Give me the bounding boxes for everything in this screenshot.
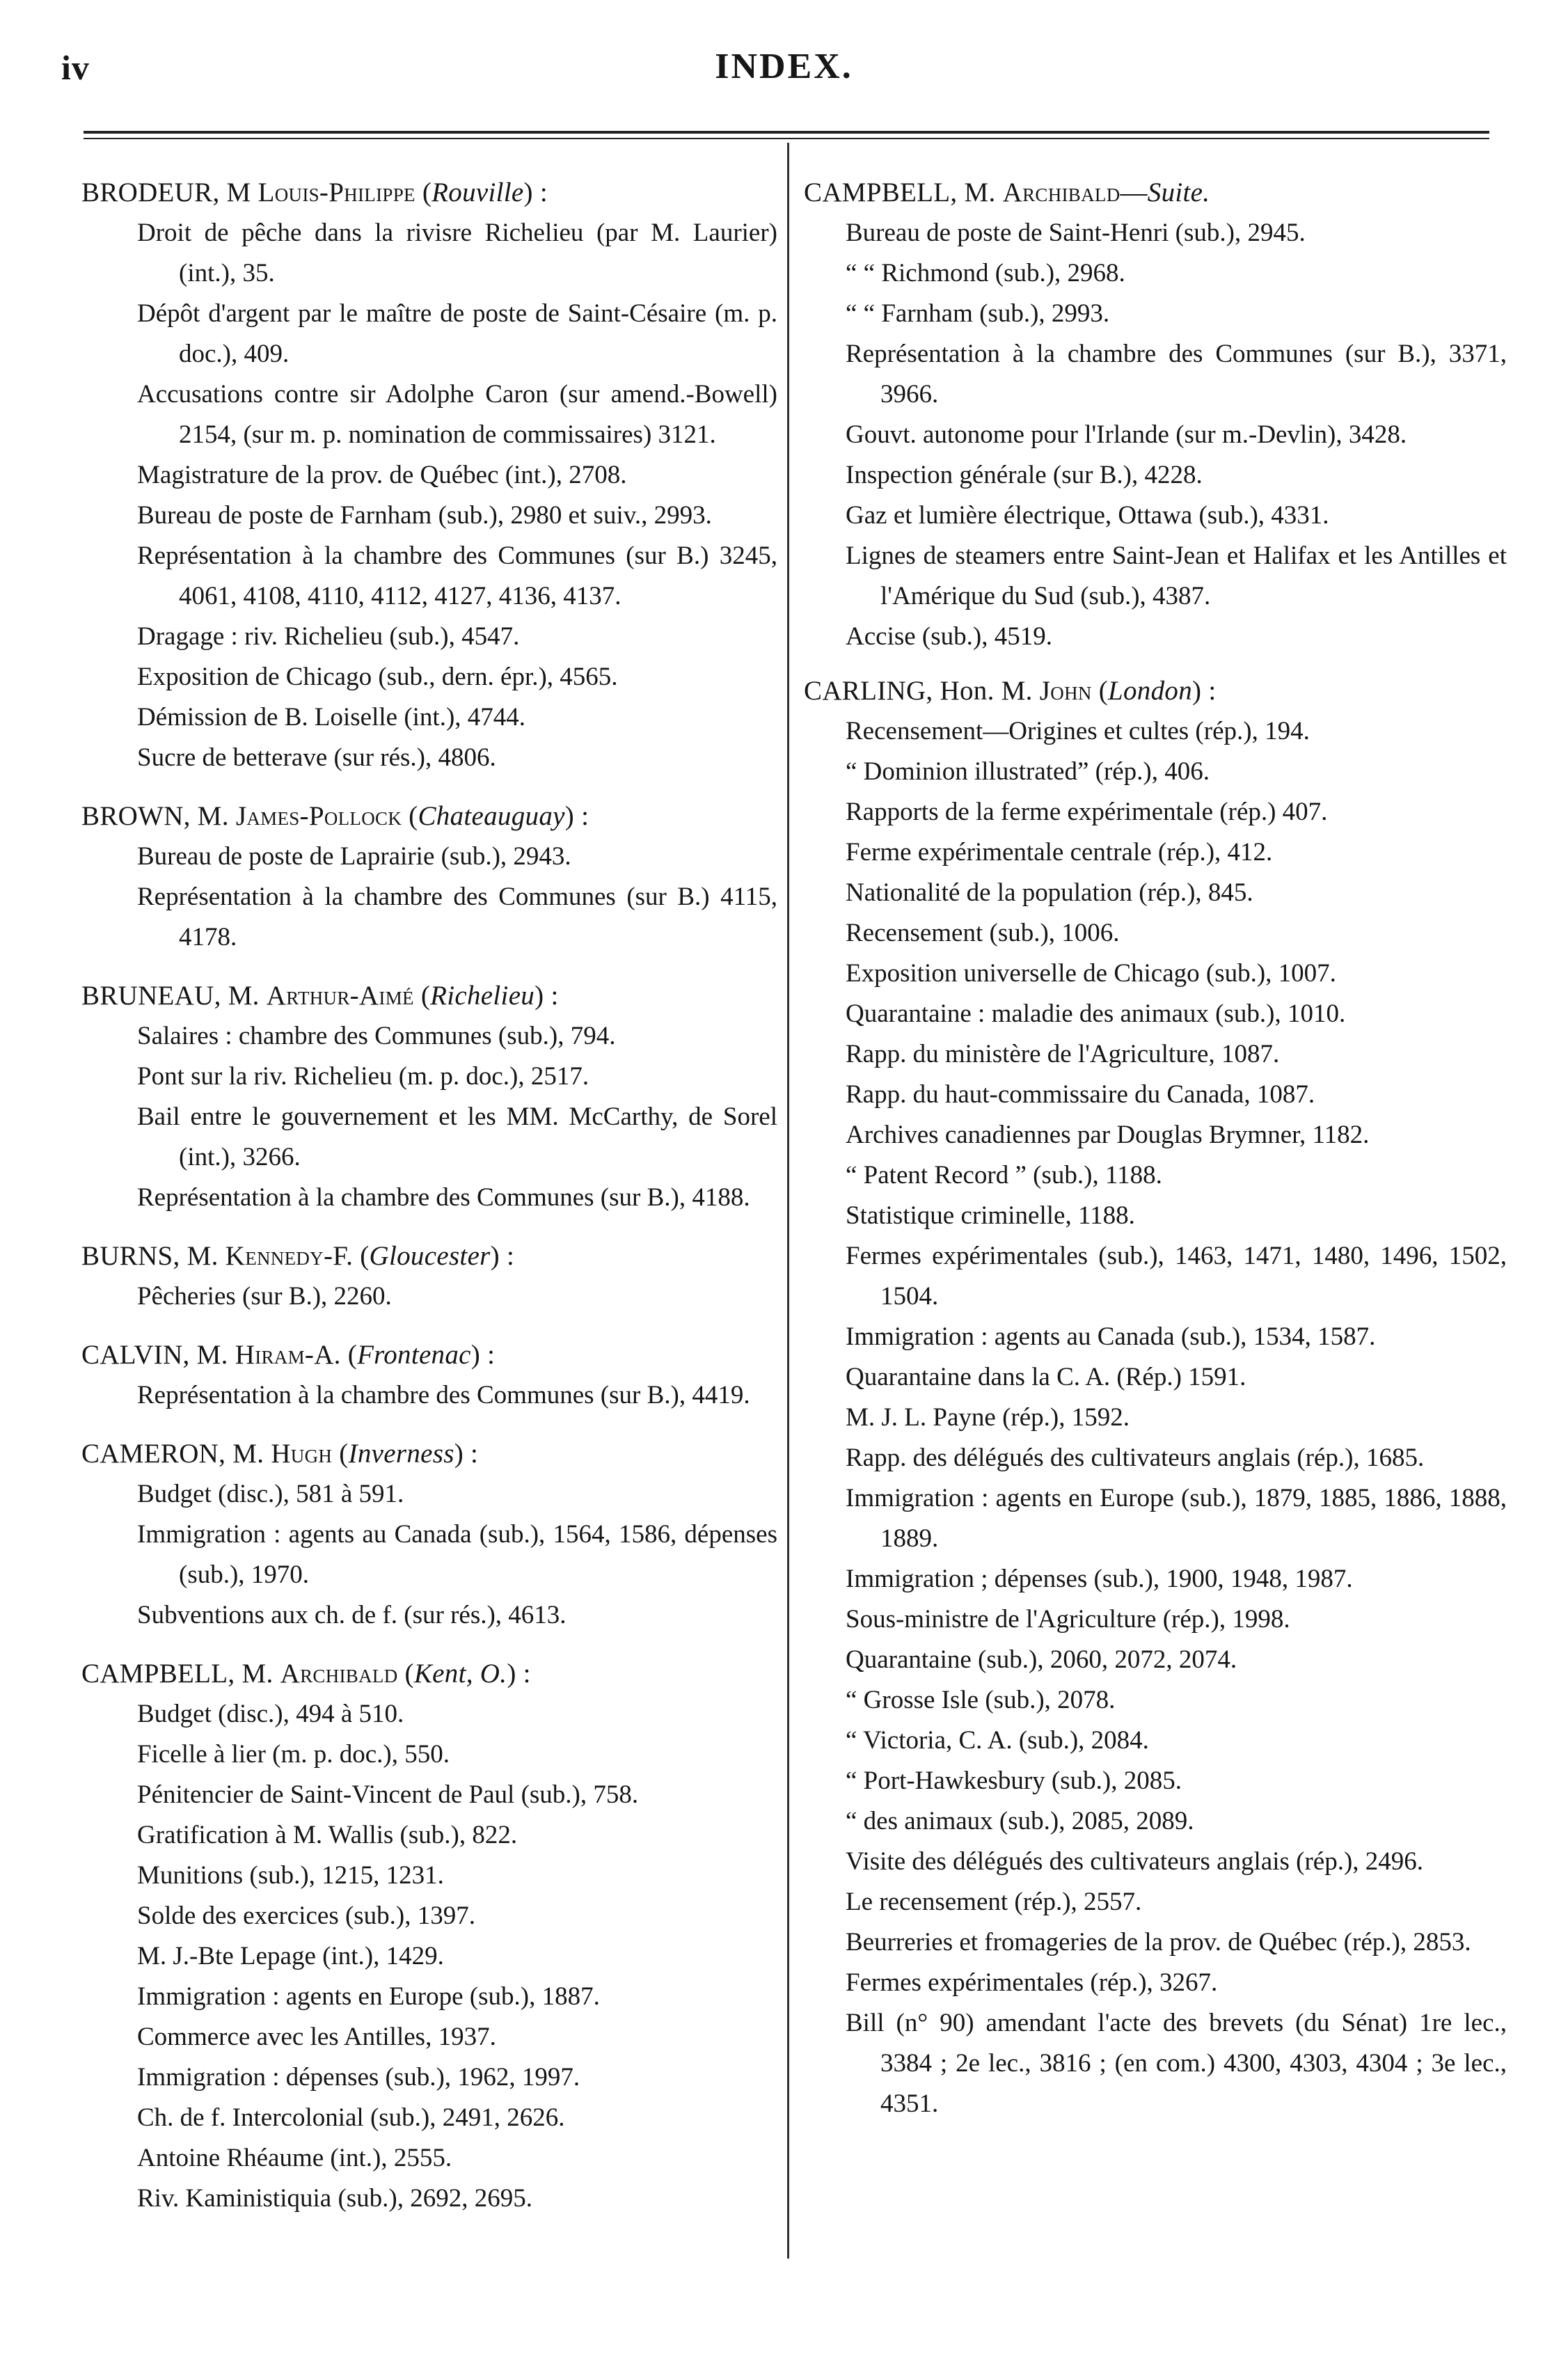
entry-heading: BRODEUR, M Louis-Philippe (Rouville) : (81, 177, 548, 207)
member-riding: Rouville (431, 177, 524, 207)
index-item: Rapp. du ministère de l'Agriculture, 1087. (846, 1040, 1280, 1068)
index-item: “ Patent Record ” (sub.), 1188. (846, 1161, 1162, 1190)
index-item: Fermes expérimentales (rép.), 3267. (846, 1968, 1218, 1997)
index-item: Pont sur la riv. Richelieu (m. p. doc.), 2517. (137, 1062, 589, 1091)
entry-items (81, 837, 777, 958)
index-item: Gratification à M. Wallis (sub.), 822. (137, 1821, 518, 1849)
index-item: Budget (disc.), 581 à 591. (137, 1480, 404, 1508)
index-item: Solde des exercices (sub.), 1397. (137, 1902, 476, 1930)
index-item: Recensement (sub.), 1006. (846, 919, 1120, 947)
member-given-name: Louis-Philippe (258, 177, 415, 207)
index-item: Beurreries et fromageries de la prov. de Québec (rép.), 2853. (846, 1928, 1471, 1957)
index-item: Statistique criminelle, 1188. (846, 1201, 1135, 1230)
index-item: Accusations contre sir Adolphe Caron (sur amend.-Bowell) 2154, (sur m. p. nomination de commissaires) 3121. (137, 380, 777, 449)
index-item: “ “ Richmond (sub.), 2968. (846, 259, 1125, 287)
member-surname: CAMPBELL, M. (804, 177, 996, 207)
index-item: Commerce avec les Antilles, 1937. (137, 2023, 496, 2051)
index-item: Immigration ; dépenses (sub.), 1900, 1948, 1987. (846, 1565, 1353, 1593)
index-item: “ Grosse Isle (sub.), 2078. (846, 1686, 1116, 1714)
index-item: “ des animaux (sub.), 2085, 2089. (846, 1807, 1194, 1835)
index-item: Magistrature de la prov. de Québec (int.), 2708. (137, 461, 627, 489)
index-item: Riv. Kaministiquia (sub.), 2692, 2695. (137, 2184, 532, 2213)
index-item: Pêcheries (sur B.), 2260. (137, 1282, 392, 1311)
header-rule (84, 131, 1489, 134)
index-entry (81, 976, 777, 1218)
index-item: Salaires : chambre des Communes (sub.), 794. (137, 1022, 616, 1050)
index-item: Lignes de steamers entre Saint-Jean et Halifax et les Antilles et l'Amérique du Sud (sub.), 4387. (846, 542, 1507, 610)
index-entry (81, 173, 777, 778)
index-item: Bureau de poste de Saint-Henri (sub.), 2945. (846, 219, 1306, 247)
index-item: Nationalité de la population (rép.), 845. (846, 878, 1253, 907)
index-item: Ferme expérimentale centrale (rép.), 412. (846, 838, 1273, 867)
index-item: Sous-ministre de l'Agriculture (rép.), 1998. (846, 1605, 1290, 1634)
index-entry (81, 1434, 777, 1636)
index-item: Visite des délégués des cultivateurs anglais (rép.), 2496. (846, 1847, 1424, 1876)
index-item: Inspection générale (sur B.), 4228. (846, 461, 1203, 489)
index-entry (804, 671, 1507, 2124)
index-item: “ “ Farnham (sub.), 2993. (846, 299, 1110, 328)
entry-heading: BROWN, M. James-Pollock (Chateauguay) : (81, 801, 589, 831)
index-item: Recensement—Origines et cultes (rép.), 194. (846, 717, 1310, 745)
index-item: Droit de pêche dans la rivisre Richelieu (par M. Laurier) (int.), 35. (137, 219, 777, 287)
member-riding: Frontenac (357, 1340, 471, 1370)
entry-heading: CAMPBELL, M. Archibald (Kent, O.) : (81, 1659, 531, 1689)
index-item: Quarantaine dans la C. A. (Rép.) 1591. (846, 1363, 1246, 1391)
page-header (0, 0, 1568, 132)
entry-items (804, 213, 1507, 657)
index-item: Ch. de f. Intercolonial (sub.), 2491, 2626. (137, 2103, 565, 2132)
index-item: Quarantaine : maladie des animaux (sub.), 1010. (846, 999, 1346, 1028)
index-item: Fermes expérimentales (sub.), 1463, 1471, 1480, 1496, 1502, 1504. (846, 1242, 1507, 1311)
member-riding: Suite. (1147, 177, 1210, 207)
entry-items (804, 711, 1507, 2124)
member-given-name: Hugh (271, 1439, 333, 1469)
index-item: Immigration : agents en Europe (sub.), 1887. (137, 1982, 600, 2011)
index-item: Subventions aux ch. de f. (sur rés.), 4613. (137, 1601, 567, 1629)
member-surname: BROWN, M. (81, 801, 229, 831)
index-item: Ficelle à lier (m. p. doc.), 550. (137, 1740, 450, 1769)
index-item: Immigration : agents au Canada (sub.), 1564, 1586, dépenses (sub.), 1970. (137, 1520, 777, 1589)
index-item: Immigration : dépenses (sub.), 1962, 1997. (137, 2063, 580, 2092)
entry-heading: CAMERON, M. Hugh (Inverness) : (81, 1439, 479, 1469)
right-column (804, 173, 1507, 2124)
member-riding: London (1108, 676, 1193, 706)
index-item: Bill (n° 90) amendant l'acte des brevets (du Sénat) 1re lec., 3384 ; 2e lec., 3816 ; (en com.) 4300, 4303, 4304 ; 3e lec., 4351. (846, 2009, 1507, 2118)
index-item: Le recensement (rép.), 2557. (846, 1888, 1142, 1916)
member-riding: Chateauguay (418, 801, 565, 831)
index-item: Antoine Rhéaume (int.), 2555. (137, 2144, 452, 2172)
index-item: Gaz et lumière électrique, Ottawa (sub.), 4331. (846, 501, 1329, 530)
index-item: M. J.-Bte Lepage (int.), 1429. (137, 1942, 444, 1970)
index-item: Dragage : riv. Richelieu (sub.), 4547. (137, 622, 520, 651)
index-item: Archives canadiennes par Douglas Brymner, 1182. (846, 1121, 1370, 1149)
index-item: Gouvt. autonome pour l'Irlande (sur m.-Devlin), 3428. (846, 420, 1407, 449)
index-item: Budget (disc.), 494 à 510. (137, 1700, 404, 1728)
index-item: Exposition universelle de Chicago (sub.), 1007. (846, 959, 1336, 988)
entry-items (81, 1277, 777, 1317)
index-item: Représentation à la chambre des Communes (sur B.) 3245, 4061, 4108, 4110, 4112, 4127, 4136, 4137. (137, 542, 777, 610)
page-title: INDEX. (715, 47, 853, 86)
index-item: Pénitencier de Saint-Vincent de Paul (sub.), 758. (137, 1780, 639, 1809)
page-number: iv (61, 48, 90, 87)
member-surname: CAMPBELL, M. (81, 1659, 274, 1689)
entry-heading: BURNS, M. Kennedy-F. (Gloucester) : (81, 1241, 515, 1271)
index-entry (81, 1654, 777, 2219)
entry-items (81, 213, 777, 778)
index-item: Rapp. des délégués des cultivateurs anglais (rép.), 1685. (846, 1444, 1425, 1472)
entry-heading (804, 173, 1507, 213)
entry-heading: BRUNEAU, M. Arthur-Aimé (Richelieu) : (81, 981, 559, 1011)
member-given-name: Hiram-A. (235, 1340, 341, 1370)
index-item: Représentation à la chambre des Communes (sur B.), 4188. (137, 1183, 750, 1212)
index-item: Rapp. du haut-commissaire du Canada, 1087. (846, 1080, 1315, 1109)
index-item: Munitions (sub.), 1215, 1231. (137, 1861, 444, 1890)
member-surname: BRUNEAU, M. (81, 981, 260, 1011)
member-surname: CAMERON, M. (81, 1439, 264, 1469)
member-riding: Richelieu (430, 981, 535, 1011)
index-item: Bureau de poste de Farnham (sub.), 2980 et suiv., 2993. (137, 501, 712, 530)
column-divider (787, 143, 789, 2259)
member-given-name: Kennedy-F. (225, 1241, 354, 1271)
index-item: Rapports de la ferme expérimentale (rép.) 407. (846, 798, 1328, 826)
index-item: Quarantaine (sub.), 2060, 2072, 2074. (846, 1645, 1237, 1674)
member-given-name: John (1039, 676, 1092, 706)
index-entry (81, 1236, 777, 1317)
index-entry (81, 796, 777, 958)
index-entry (804, 173, 1507, 657)
index-item: Représentation à la chambre des Communes (sur B.) 4115, 4178. (137, 883, 777, 951)
entry-items (81, 1016, 777, 1218)
index-item: Accise (sub.), 4519. (846, 622, 1052, 651)
index-item: “ Dominion illustrated” (rép.), 406. (846, 757, 1210, 786)
member-given-name: James-Pollock (235, 801, 402, 831)
index-item: Représentation à la chambre des Communes (sur B.), 4419. (137, 1381, 750, 1409)
index-item: Sucre de betterave (sur rés.), 4806. (137, 743, 496, 772)
index-item: “ Port-Hawkesbury (sub.), 2085. (846, 1767, 1182, 1795)
index-item: Représentation à la chambre des Communes (sur B.), 3371, 3966. (846, 340, 1507, 409)
member-surname: CARLING, Hon. M. (804, 676, 1033, 706)
index-entry (81, 1335, 777, 1416)
index-item: Immigration : agents au Canada (sub.), 1534, 1587. (846, 1322, 1376, 1351)
entry-items (81, 1694, 777, 2219)
index-item: “ Victoria, C. A. (sub.), 2084. (846, 1726, 1149, 1755)
index-item: M. J. L. Payne (rép.), 1592. (846, 1403, 1130, 1432)
member-riding: Kent, O. (413, 1659, 507, 1689)
entry-heading: CARLING, Hon. M. John (London) : (804, 676, 1217, 706)
index-item: Dépôt d'argent par le maître de poste de Saint-Césaire (m. p. doc.), 409. (137, 299, 777, 368)
index-item: Immigration : agents en Europe (sub.), 1879, 1885, 1886, 1888, 1889. (846, 1484, 1507, 1553)
member-given-name: Arthur-Aimé (266, 981, 414, 1011)
index-item: Bail entre le gouvernement et les MM. McCarthy, de Sorel (int.), 3266. (137, 1102, 777, 1171)
index-item: Bureau de poste de Laprairie (sub.), 2943. (137, 842, 571, 871)
member-surname: BRODEUR, M (81, 177, 251, 207)
entry-items (81, 1375, 777, 1416)
member-riding: Gloucester (369, 1241, 491, 1271)
member-given-name: Archibald— (1002, 177, 1148, 207)
member-riding: Inverness (348, 1439, 454, 1469)
header-rule-thin (84, 138, 1489, 139)
member-surname: CALVIN, M. (81, 1340, 228, 1370)
left-column (81, 173, 777, 2219)
member-given-name: Archibald (280, 1659, 398, 1689)
entry-items (81, 1474, 777, 1636)
member-surname: BURNS, M. (81, 1241, 219, 1271)
entry-heading: CALVIN, M. Hiram-A. (Frontenac) : (81, 1340, 496, 1370)
index-item: Démission de B. Loiselle (int.), 4744. (137, 703, 526, 732)
index-item: Exposition de Chicago (sub., dern. épr.), 4565. (137, 663, 618, 691)
